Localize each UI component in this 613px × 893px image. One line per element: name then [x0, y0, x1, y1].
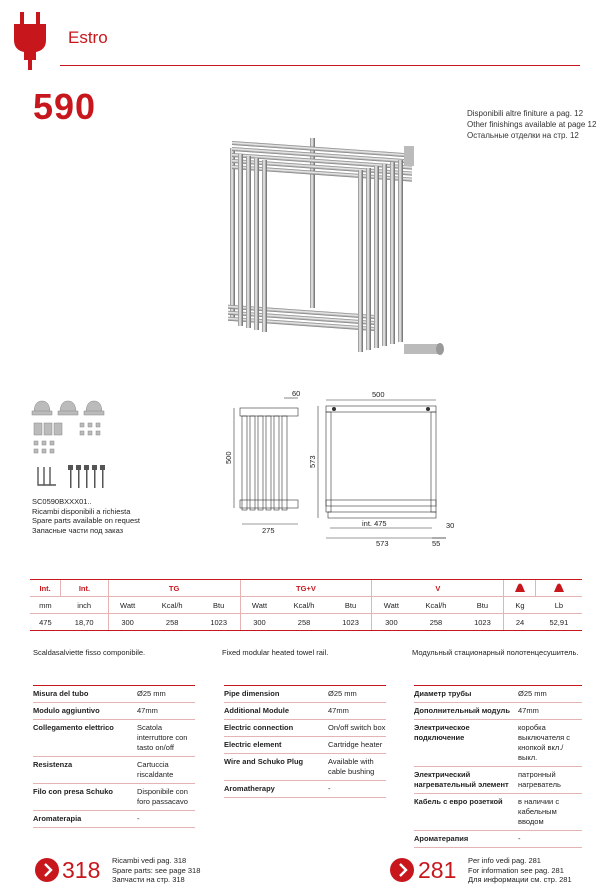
spec-value: патронный нагреватель: [518, 770, 561, 789]
spare-parts-page[interactable]: 318: [62, 857, 101, 883]
spare-parts-code: SC0590BXXX01..: [32, 497, 92, 506]
spec-value: -: [518, 834, 521, 843]
dim-width-top: 500: [372, 390, 385, 399]
availability-ru: Остальные отделки на стр. 12: [467, 131, 579, 140]
unit-cell: Kcal/h: [410, 597, 461, 614]
spec-key: Modulo aggiuntivo: [33, 706, 100, 715]
dim-height: 500: [224, 451, 233, 464]
unit-cell: Kg: [504, 597, 536, 614]
unit-cell: Lb: [536, 597, 582, 614]
spare-parts-reference: [112, 856, 200, 885]
spec-value: 47mm: [518, 706, 539, 715]
spec-value: в наличии с кабельным вводом: [518, 797, 560, 826]
ref-line: Для информации см. стр. 281: [468, 875, 572, 884]
unit-cell: Kcal/h: [147, 597, 198, 614]
spec-key: Wire and Schuko Plug: [224, 757, 304, 766]
value-cell: 18,70: [61, 614, 108, 631]
spec-row: [224, 754, 386, 781]
value-cell: 258: [410, 614, 461, 631]
spec-key: Кабель с евро розеткой: [414, 797, 503, 806]
spec-key: Aromaterapia: [33, 814, 82, 823]
spec-key: Electric connection: [224, 723, 294, 732]
spec-value: 47mm: [137, 706, 158, 715]
spec-value: -: [328, 784, 331, 793]
spec-row: [224, 720, 386, 737]
specs-it: [33, 685, 195, 828]
spec-row: [224, 703, 386, 720]
spec-row: [33, 703, 195, 720]
spec-row: [414, 794, 582, 831]
spec-key: Дополнительный модуль: [414, 706, 510, 715]
value-cell: 1023: [198, 614, 240, 631]
value-cell: 258: [278, 614, 329, 631]
spec-key: Misura del tubo: [33, 689, 89, 698]
front-view-drawing: [306, 388, 466, 550]
spare-parts-link-button[interactable]: [35, 858, 59, 882]
spare-parts-illustration: [30, 393, 112, 493]
spec-key: Resistenza: [33, 760, 73, 769]
spec-value: Cartuccia riscaldante: [137, 760, 174, 779]
spec-value: Cartridge heater: [328, 740, 383, 749]
hdr-v: V: [372, 580, 504, 597]
spec-value: Ø25 mm: [137, 689, 166, 698]
spec-key: Pipe dimension: [224, 689, 280, 698]
value-cell: 475: [30, 614, 61, 631]
value-cell: 258: [147, 614, 198, 631]
unit-cell: Watt: [108, 597, 146, 614]
description-ru: Модульный стационарный полотенцесушитель.: [412, 648, 579, 657]
spec-value: коробка выключателя с кнопкой вкл./выкл.: [518, 723, 571, 762]
ref-line: Per info vedi pag. 281: [468, 856, 541, 865]
dim-width-bottom: 573: [376, 539, 389, 548]
spec-key: Electric element: [224, 740, 282, 749]
specs-ru: [414, 685, 582, 848]
availability-en: Other finishings available at page 12: [467, 120, 597, 129]
chevron-right-icon: [390, 858, 414, 882]
value-cell: 300: [108, 614, 146, 631]
spec-row: [33, 784, 195, 811]
spec-row: [224, 737, 386, 754]
header-divider: [60, 65, 580, 66]
spec-header-row: [30, 580, 582, 597]
spec-value: Ø25 mm: [518, 689, 547, 698]
unit-cell: Kcal/h: [278, 597, 329, 614]
unit-cell: mm: [30, 597, 61, 614]
value-cell: 1023: [462, 614, 504, 631]
value-cell: 300: [240, 614, 278, 631]
unit-cell: Watt: [240, 597, 278, 614]
availability-note: [467, 108, 596, 141]
dim-depth-bottom: 275: [262, 526, 275, 535]
weight-kg-icon: [504, 580, 536, 597]
ref-line: For information see pag. 281: [468, 865, 564, 875]
spec-row: [414, 831, 582, 848]
unit-cell: Btu: [462, 597, 504, 614]
spec-row: [224, 781, 386, 798]
model-number: 590: [33, 86, 97, 127]
spec-value: Available with cable bushing: [328, 757, 375, 776]
info-reference: [468, 856, 572, 885]
description-it: Scaldasalviette fisso componibile.: [33, 648, 146, 657]
spec-table: [30, 579, 582, 631]
info-page[interactable]: 281: [418, 857, 457, 883]
side-view-drawing: [222, 388, 314, 540]
value-cell: 52,91: [536, 614, 582, 631]
weight-lb-icon: [536, 580, 582, 597]
unit-cell: Watt: [372, 597, 410, 614]
spec-value: Scatola interruttore con tasto on/off: [137, 723, 188, 752]
ref-line: Ricambi vedi pag. 318: [112, 856, 187, 865]
dim-interaxis: int. 475: [362, 519, 387, 528]
spec-key: Filo con presa Schuko: [33, 787, 114, 796]
plug-icon: [10, 12, 50, 70]
chevron-right-icon: [35, 858, 59, 882]
unit-cell: inch: [61, 597, 108, 614]
ref-line: Spare parts: see page 318: [112, 865, 201, 875]
unit-cell: Btu: [198, 597, 240, 614]
spec-row: [33, 720, 195, 757]
spec-key: Additional Module: [224, 706, 289, 715]
spec-row: [224, 685, 386, 703]
spec-key: Электрическое подключение: [414, 723, 470, 742]
spec-row: [414, 767, 582, 794]
dim-height-front: 573: [308, 455, 317, 468]
hdr-int-inch: Int.: [61, 580, 108, 597]
value-cell: 24: [504, 614, 536, 631]
spare-parts-ru: Запасные части под заказ: [32, 525, 124, 535]
spec-row: [414, 703, 582, 720]
spec-value: Disponibile con foro passacavo: [137, 787, 188, 806]
spec-row: [33, 811, 195, 828]
spare-parts-note: [32, 497, 140, 535]
description-en: Fixed modular heated towel rail.: [222, 648, 329, 657]
spec-key: Ароматерапия: [414, 834, 469, 843]
spec-row: [33, 685, 195, 703]
spec-key: Aromatherapy: [224, 784, 275, 793]
spec-values-row: [30, 614, 582, 631]
dim-offset: 30: [446, 521, 455, 530]
spec-value: -: [137, 814, 140, 823]
unit-cell: Btu: [330, 597, 372, 614]
spec-value: On/off switch box: [328, 723, 386, 732]
spec-row: [414, 685, 582, 703]
spec-key: Collegamento elettrico: [33, 723, 114, 732]
ref-line: Запчасти на стр. 318: [112, 875, 185, 884]
spec-key: Диаметр трубы: [414, 689, 472, 698]
spare-parts-en: Spare parts available on request: [32, 516, 140, 525]
dim-depth-top: 60: [292, 389, 301, 398]
hdr-tg: TG: [108, 580, 240, 597]
value-cell: 300: [372, 614, 410, 631]
hdr-tgv: TG+V: [240, 580, 372, 597]
page-title: Estro: [68, 28, 108, 47]
spec-value: 47mm: [328, 706, 349, 715]
specs-en: [224, 685, 386, 798]
spec-row: [414, 720, 582, 767]
product-photo: [218, 128, 448, 384]
info-link-button[interactable]: [390, 858, 414, 882]
spec-units-row: [30, 597, 582, 614]
value-cell: 1023: [330, 614, 372, 631]
spare-parts-it: Ricambi disponibili a richiesta: [32, 506, 131, 516]
hdr-int-mm: Int.: [30, 580, 61, 597]
availability-it: Disponibili altre finiture a pag. 12: [467, 109, 584, 118]
dim-foot: 55: [432, 539, 441, 548]
spec-row: [33, 757, 195, 784]
spec-value: Ø25 mm: [328, 689, 357, 698]
spec-key: Электрический нагревательный элемент: [414, 770, 509, 789]
